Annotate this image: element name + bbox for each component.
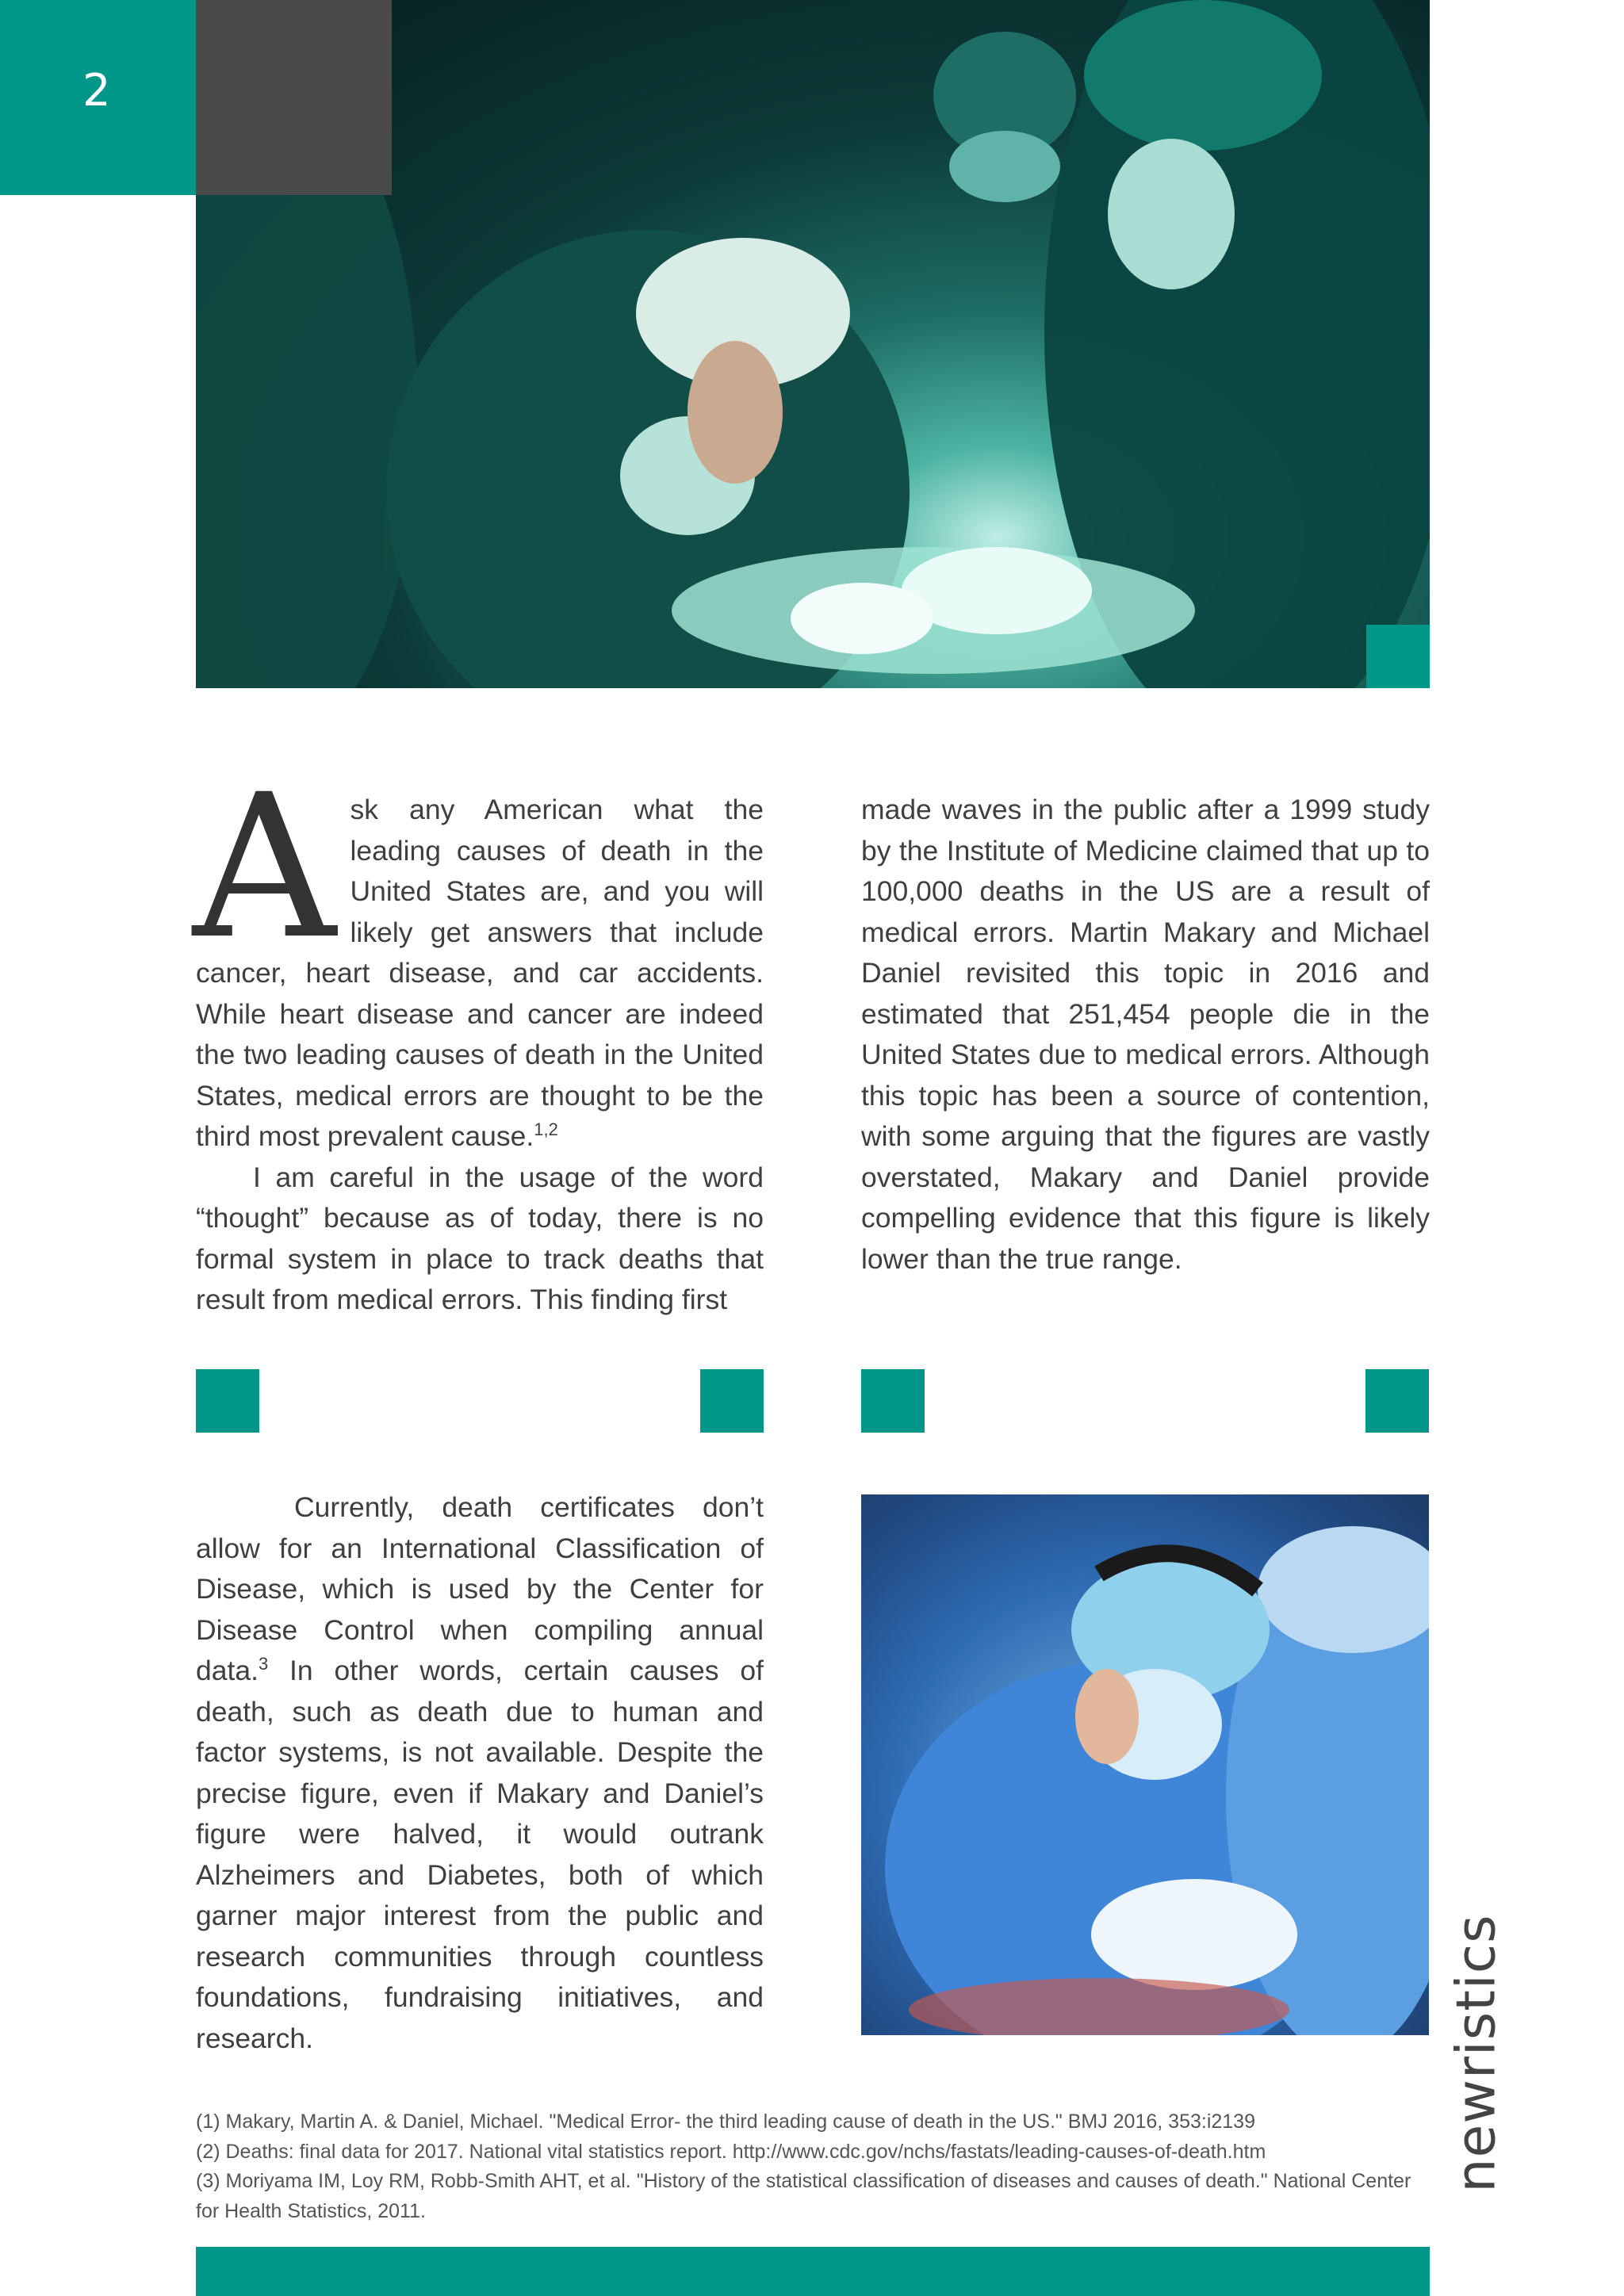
hero-accent-square (1366, 625, 1430, 688)
fourth-paragraph-a: Currently, death certificates don’t allow for an International Classification of Disease, which is used by the Center for Disease Control when compiling annual data. (196, 1491, 764, 1686)
logo-text: newristics (1445, 1914, 1508, 2193)
newristics-logo (1445, 1914, 1508, 2193)
footnote-2: (2) Deaths: final data for 2017. National vital statistics report. http://www.cdc.gov/nchs/fastats/leading-causes-of-death.htm (196, 2140, 1266, 2163)
accent-square-2 (700, 1369, 764, 1433)
page-number-tab (0, 0, 196, 195)
page-number: 2 (82, 65, 111, 117)
footer-bar (196, 2247, 1430, 2296)
article-column-right-top (861, 790, 1430, 1280)
hero-photo (196, 0, 1430, 688)
fourth-paragraph (196, 1487, 764, 2059)
fourth-paragraph-citation: 3 (258, 1654, 269, 1674)
fourth-paragraph-b: In other words, certain causes of death, such as death due to human and factor systems, is not available. Despite the precise figure, even if Makary and Daniel’s figure were halved, it would outrank Alzheimers and Diabetes, both of which garner major interest from the public and research communities through countless foundations, fundraising initiatives, and research. (196, 1655, 764, 2054)
intro-citation: 1,2 (534, 1119, 558, 1140)
second-paragraph: I am careful in the usage of the word “thought” because as of today, there is no formal system in place to track deaths that result from medical errors. This finding first (196, 1161, 764, 1315)
surgery-photo (861, 1494, 1429, 2035)
footnote-1: (1) Makary, Martin A. & Daniel, Michael. "Medical Error- the third leading cause of death in the US." BMJ 2016, 353:i2139 (196, 2110, 1255, 2133)
footnote-3: (3) Moriyama IM, Loy RM, Robb-Smith AHT, et al. "History of the statistical classification of diseases and causes of death." National Center for Health Statistics, 2011. (196, 2170, 1411, 2222)
footnotes (196, 2107, 1430, 2226)
surgery-photo-illustration (861, 1494, 1429, 2035)
hero-corner-block (196, 0, 392, 195)
accent-square-3 (861, 1369, 925, 1433)
intro-text: sk any American what the leading causes of death in the United States are, and you will likely get answers that include cancer, heart disease, and car accidents. While heart disease and cancer are indeed the two leading causes of death in the United States, medical errors are thought to be the third most prevalent cause. (196, 794, 764, 1152)
article-column-left-bottom (196, 1487, 764, 2059)
accent-square-1 (196, 1369, 259, 1433)
article-column-left-top (193, 752, 764, 1321)
drop-cap: A (193, 752, 336, 982)
accent-square-4 (1365, 1369, 1429, 1433)
third-paragraph: made waves in the public after a 1999 study by the Institute of Medicine claimed that up to 100,000 deaths in the US are a result of medical errors. Martin Makary and Michael Daniel revisited this topic in 2016 and estimated that 251,454 people die in the United States due to medical errors. Although this topic has been a source of contention, with some arguing that the figures are vastly overstated, Makary and Daniel provide compelling evidence that this figure is likely lower than the true range. (861, 794, 1430, 1275)
intro-paragraph (193, 752, 764, 1158)
